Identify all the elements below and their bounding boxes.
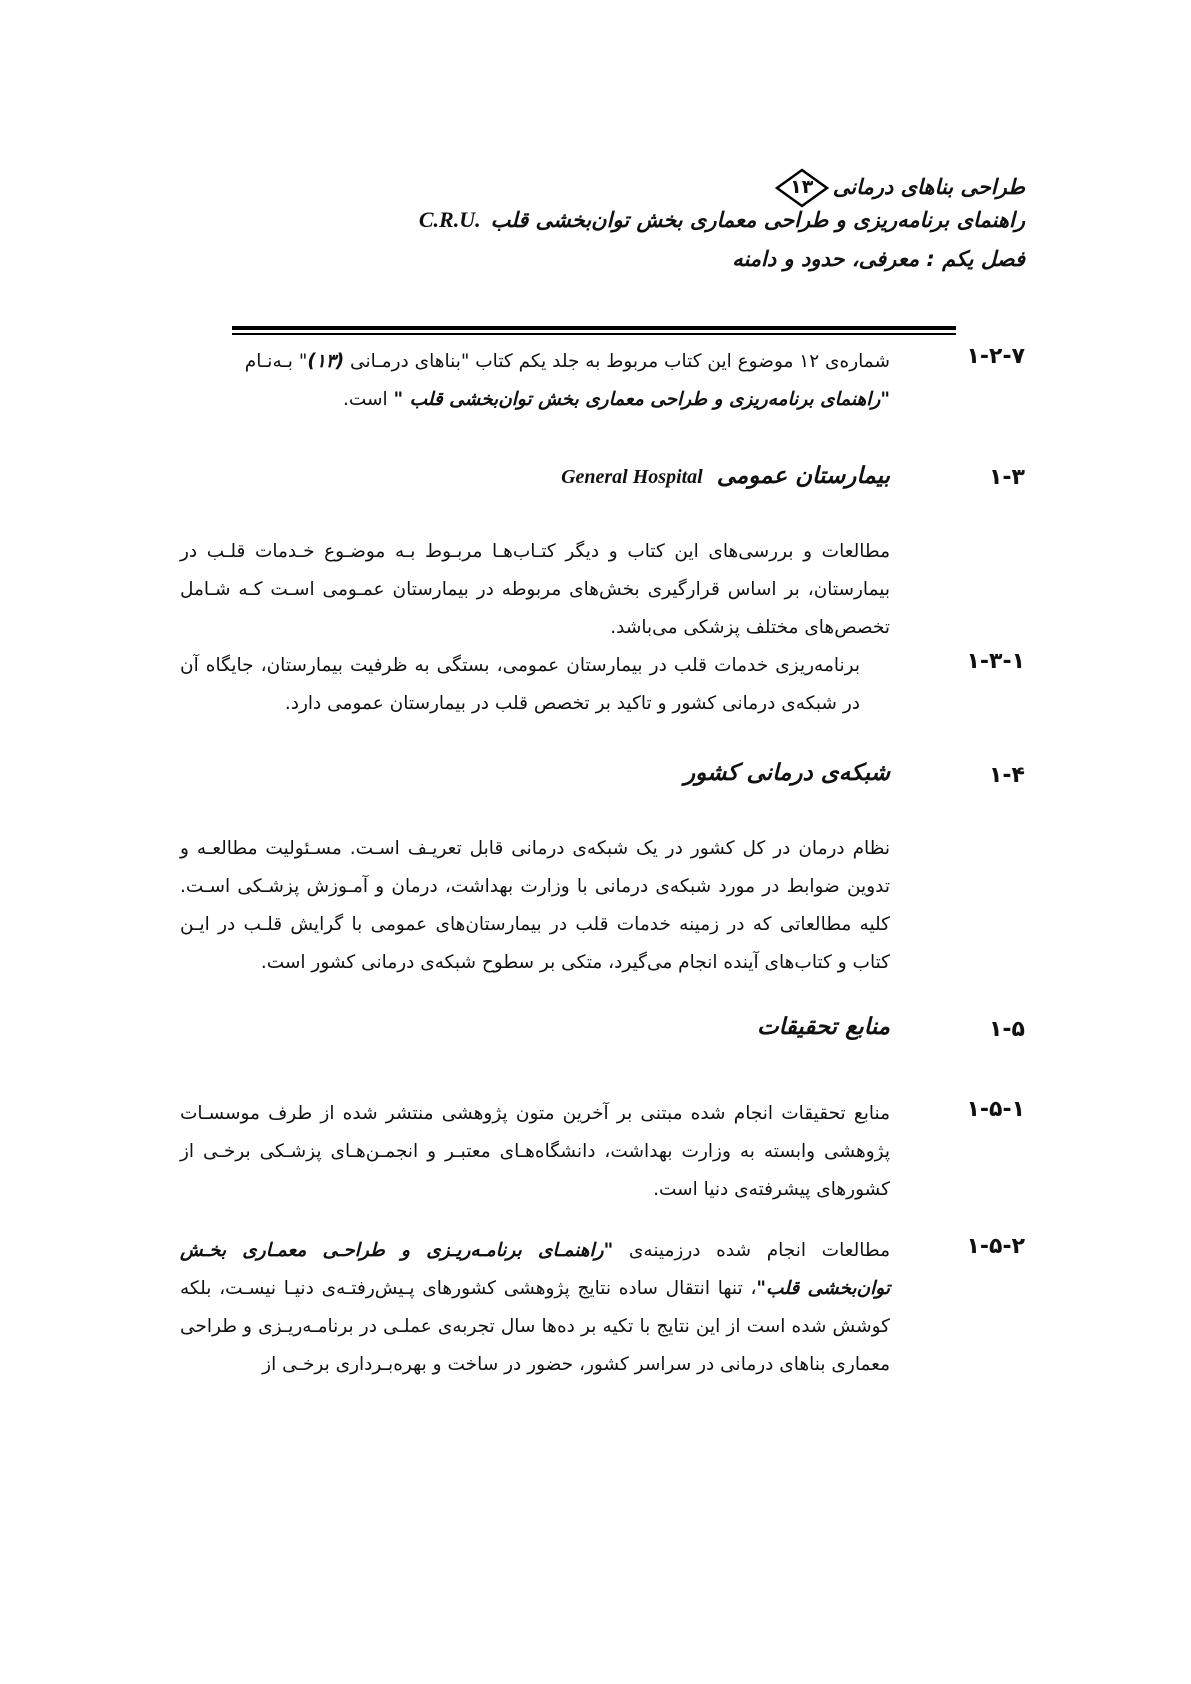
paragraph-1-3: مطالعات و بررسی‌های این کتاب و دیگر کتـاب‌هـا مربـوط بـه موضـوع خـدمات قلـب در بیمارستان، بر اساس قرارگیری بخش‌های مربوطه در بیمارستان عمـومی اسـت کـه شـامل تخصص‌های مختلف پزشکی می‌باشد.: [180, 541, 890, 638]
section-heading-national-health-network: شبکه‌ی درمانی کشور: [684, 760, 890, 786]
section-number: ۱-۳: [989, 465, 1025, 490]
paragraph-text: " بـه‌نـام: [244, 351, 308, 372]
section-title: بیمارستان عمومی: [716, 463, 890, 489]
guide-title-reference: "راهنمـای برنامـه‌ریـزی و طراحـی معمـاری بخـش توان‌بخشی قلب": [180, 1240, 890, 1299]
paragraph-1-2-7: [180, 343, 890, 419]
paragraph-1-5-1: منابع تحقیقات انجام شده مبتنی بر آخرین متون پژوهشی منتشر شده از طرف موسسـات پژوهشی وابسته به وزارت بهداشت، دانشگاه‌هـای معتبـر و انجمـن‌هـای پزشـکی برخـی از کشورهای پیشرفته‌ی دنیا است.: [180, 1103, 890, 1200]
section-number: ۱-۵: [989, 1017, 1025, 1042]
guide-title-reference: "راهنمای برنامه‌ریزی و طراحی معماری بخش توان‌بخشی قلب ": [393, 389, 890, 410]
section-title-latin: General Hospital: [561, 466, 703, 488]
section-number: ۱-۴: [989, 763, 1025, 788]
paragraph-text: ، تنها انتقال ساده نتایج پژوهشی کشورهای پـیش‌رفتـه‌ی دنیـا نیسـت، بلکه کوشش شده است از این نتایج با تکیه بر ده‌ها سال تجربه‌ی عملـی در برنامـه‌ریـزی و طراحی معماری بناهای درمانی در سراسر کشور، حضور در ساخت و بهره‌بـرداری برخـی از: [180, 1278, 890, 1375]
running-header-guide-title: [190, 207, 1025, 233]
volume-number-badge: [775, 168, 829, 208]
paragraph-number: ۱-۲-۷: [966, 344, 1025, 369]
volume-reference: (۱۳): [307, 351, 345, 372]
paragraph-1-5-2: [180, 1232, 890, 1384]
paragraph-text: شماره‌ی ۱۲ موضوع این کتاب مربوط به جلد یکم کتاب "بناهای درمـانی: [350, 351, 890, 372]
book-series-title: طراحی بناهای درمانی: [832, 175, 1025, 199]
section-heading-research-sources: منابع تحقیقات: [756, 1014, 890, 1040]
paragraph-1-3-1: برنامه‌ریزی خدمات قلب در بیمارستان عمومی، بستگی به ظرفیت بیمارستان، جایگاه آن در شبکه‌ی درمانی کشور و تاکید بر تخصص قلب در بیمارستان عمومی دارد.: [180, 655, 860, 714]
paragraph-text: مطالعات انجام شده درزمینه‌ی: [628, 1240, 890, 1261]
volume-number: ۱۳: [790, 176, 814, 198]
guide-title: راهنمای برنامه‌ریزی و طراحی معماری بخش توان‌بخشی قلب: [490, 208, 1025, 232]
running-header-chapter: فصل یکم : معرفی، حدود و دامنه: [732, 247, 1025, 271]
guide-abbreviation: C.R.U.: [418, 207, 481, 232]
paragraph-number: ۱-۵-۲: [966, 1234, 1025, 1259]
paragraph-number: ۱-۳-۱: [966, 649, 1025, 674]
header-divider-thick: [232, 326, 956, 330]
paragraph-number: ۱-۵-۱: [966, 1097, 1025, 1122]
header-divider-thin: [232, 333, 956, 335]
paragraph-text: است.: [342, 389, 388, 410]
paragraph-1-4: نظام درمان در کل کشور در یک شبکه‌ی درمانی قابل تعریـف اسـت. مسـئولیت مطالعـه و تدوین ضوابط در مورد شبکه‌ی درمانی با وزارت بهداشت، درمان و آمـوزش پزشـکی اسـت. کلیه مطالعاتی که در زمینه خدمات قلب در بیمارستان‌های عمومی با گرایش قلـب در ایـن کتاب و کتاب‌های آینده انجام می‌گیرد، متکی بر سطوح شبکه‌ی درمانی کشور است.: [180, 838, 890, 973]
section-heading-general-hospital: [300, 463, 890, 489]
running-header-book-title: [190, 168, 1025, 208]
